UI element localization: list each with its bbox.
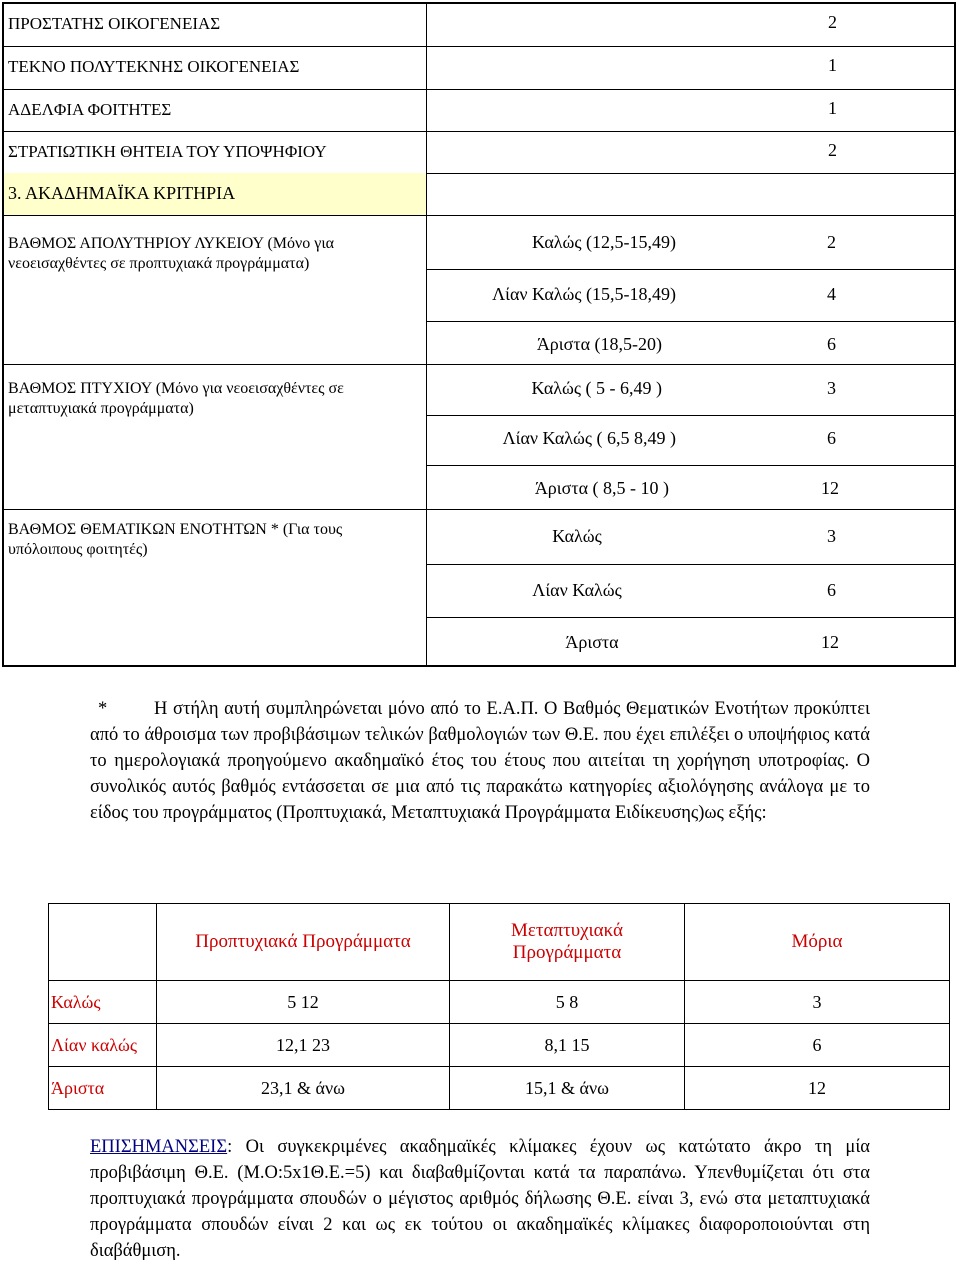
grade-row bbox=[427, 222, 954, 272]
postgrad-range: 5 8 bbox=[450, 981, 685, 1024]
row-divider bbox=[4, 364, 954, 365]
table-row bbox=[49, 1024, 950, 1067]
grade-text: Άριστα bbox=[565, 632, 619, 652]
grade-row bbox=[427, 618, 954, 668]
row-divider bbox=[4, 509, 954, 510]
grade-text: Καλώς bbox=[552, 526, 602, 546]
grade-points: 3 bbox=[827, 526, 836, 546]
category-points: 12 bbox=[685, 1067, 950, 1110]
grade-text: Λίαν Καλώς bbox=[532, 580, 622, 600]
undergrad-range: 12,1 23 bbox=[157, 1024, 450, 1067]
criterion-label: ΣΤΡΑΤΙΩΤΙΚΗ ΘΗΤΕΙΑ ΤΟΥ ΥΠΟΨΗΦΙΟΥ bbox=[8, 142, 327, 161]
category-name: Καλώς bbox=[49, 981, 157, 1024]
grade-points: 12 bbox=[821, 632, 839, 652]
criterion-label: ΑΔΕΛΦΙΑ ΦΟΙΤΗΤΕΣ bbox=[8, 100, 172, 119]
grade-row bbox=[427, 512, 954, 562]
remarks-paragraph bbox=[90, 1134, 870, 1264]
grade-points: 6 bbox=[827, 580, 836, 600]
criterion-points: 2 bbox=[828, 140, 837, 160]
grade-text: Καλώς ( 5 - 6,49 ) bbox=[531, 378, 662, 398]
criterion-row-large-family bbox=[4, 47, 954, 89]
section-heading bbox=[4, 173, 426, 215]
group-label-module-grade: ΒΑΘΜΟΣ ΘΕΜΑΤΙΚΩΝ ΕΝΟΤΗΤΩΝ * (Για τους υπόλοιπους φοιτητές) bbox=[8, 521, 343, 558]
grade-row bbox=[427, 416, 954, 466]
row-divider bbox=[426, 564, 954, 565]
grade-row bbox=[427, 272, 954, 322]
grade-row bbox=[427, 566, 954, 616]
criterion-label: ΠΡΟΣΤΑΤΗΣ ΟΙΚΟΓΕΝΕΙΑΣ bbox=[8, 14, 221, 33]
criterion-row-siblings bbox=[4, 90, 954, 132]
header-cell-empty bbox=[49, 904, 157, 981]
row-divider bbox=[426, 269, 954, 270]
grade-text: Άριστα ( 8,5 - 10 ) bbox=[534, 478, 669, 498]
header-points: Μόρια bbox=[685, 904, 950, 981]
grade-text: Καλώς (12,5-15,49) bbox=[532, 232, 676, 252]
grade-text: Λίαν Καλώς ( 6,5 8,49 ) bbox=[502, 428, 676, 448]
category-points: 3 bbox=[685, 981, 950, 1024]
postgrad-range: 8,1 15 bbox=[450, 1024, 685, 1067]
grade-points: 6 bbox=[827, 428, 836, 448]
category-points: 6 bbox=[685, 1024, 950, 1067]
grade-points: 4 bbox=[827, 284, 836, 304]
criteria-table bbox=[2, 2, 956, 667]
grade-points: 3 bbox=[827, 378, 836, 398]
grade-points: 12 bbox=[821, 478, 839, 498]
criterion-points: 2 bbox=[828, 12, 837, 32]
criterion-label: ΤΕΚΝΟ ΠΟΛΥΤΕΚΝΗΣ ΟΙΚΟΓΕΝΕΙΑΣ bbox=[8, 57, 300, 76]
grade-points: 6 bbox=[827, 334, 836, 354]
group-label-school-grade: ΒΑΘΜΟΣ ΑΠΟΛΥΤΗΡΙΟΥ ΛΥΚΕΙΟΥ (Μόνο για νεοεισαχθέντες σε προπτυχιακά προγράμματα) bbox=[8, 235, 334, 272]
remarks-keyword: ΕΠΙΣΗΜΑΝΣΕΙΣ bbox=[90, 1137, 228, 1157]
footnote-star: * bbox=[98, 699, 108, 719]
criterion-row-military bbox=[4, 132, 954, 174]
criterion-points: 1 bbox=[828, 55, 837, 75]
criterion-points: 1 bbox=[828, 98, 837, 118]
row-divider bbox=[4, 215, 954, 216]
categories-table bbox=[48, 903, 950, 1110]
section-heading-text: 3. ΑΚΑΔΗΜΑΪΚΑ ΚΡΙΤΗΡΙΑ bbox=[8, 183, 236, 203]
table-header-row bbox=[49, 904, 950, 981]
category-name: Λίαν καλώς bbox=[49, 1024, 157, 1067]
grade-text: Λίαν Καλώς (15,5-18,49) bbox=[492, 284, 676, 304]
undergrad-range: 23,1 & άνω bbox=[157, 1067, 450, 1110]
footnote-paragraph bbox=[90, 696, 870, 826]
category-name: Άριστα bbox=[49, 1067, 157, 1110]
grade-text: Άριστα (18,5-20) bbox=[536, 334, 662, 354]
remarks-text: : Οι συγκεκριμένες ακαδημαϊκές κλίμακες έχουν ως κατώτατο άκρο τη μία προβιβάσιμη Θ.Ε. (Μ.Ο:5x1Θ.Ε.=5) και διαβαθμίζονται κατά τα παραπάνω. Υπενθυμίζεται ότι στα προπτυχιακά προγράμματα σπουδών ο μέγιστος αριθμός δήλωσης Θ.Ε. είναι 3, ενώ στα μεταπτυχιακά προγράμματα σπουδών είναι 2 και ως εκ τούτου οι ακαδημαϊκές κλίμακες διαφοροποιούνται στη διαβάθμιση. bbox=[90, 1137, 870, 1261]
table-row bbox=[49, 1067, 950, 1110]
group-label-degree-grade: ΒΑΘΜΟΣ ΠΤΥΧΙΟΥ (Μόνο για νεοεισαχθέντες σε μεταπτυχιακά προγράμματα) bbox=[8, 380, 344, 417]
postgrad-range: 15,1 & άνω bbox=[450, 1067, 685, 1110]
header-undergrad: Προπτυχιακά Προγράμματα bbox=[157, 904, 450, 981]
footnote-text: Η στήλη αυτή συμπληρώνεται μόνο από το Ε.Α.Π. Ο Βαθμός Θεματικών Ενοτήτων προκύπτει από το άθροισμα των προβιβάσιμων τελικών βαθμολογιών των Θ.Ε. που έχει επιλέξει ο υποψήφιος κατά το ημερολογιακά προηγούμενο ακαδημαϊκό έτος του έτους που αιτείται τη χορήγηση υποτροφίας. Ο συνολικός αυτός βαθμός εντάσσεται σε μια από τις παρακάτω κατηγορίες αξιολόγησης ανάλογα με το είδος του προγράμματος (Προπτυχιακά, Μεταπτυχιακά Προγράμματα Ειδίκευσης)ως εξής: bbox=[90, 699, 870, 823]
criterion-row-protector bbox=[4, 4, 954, 46]
undergrad-range: 5 12 bbox=[157, 981, 450, 1024]
header-postgrad: Μεταπτυχιακά Προγράμματα bbox=[450, 904, 685, 981]
grade-row bbox=[427, 366, 954, 416]
grade-points: 2 bbox=[827, 232, 836, 252]
table-row bbox=[49, 981, 950, 1024]
